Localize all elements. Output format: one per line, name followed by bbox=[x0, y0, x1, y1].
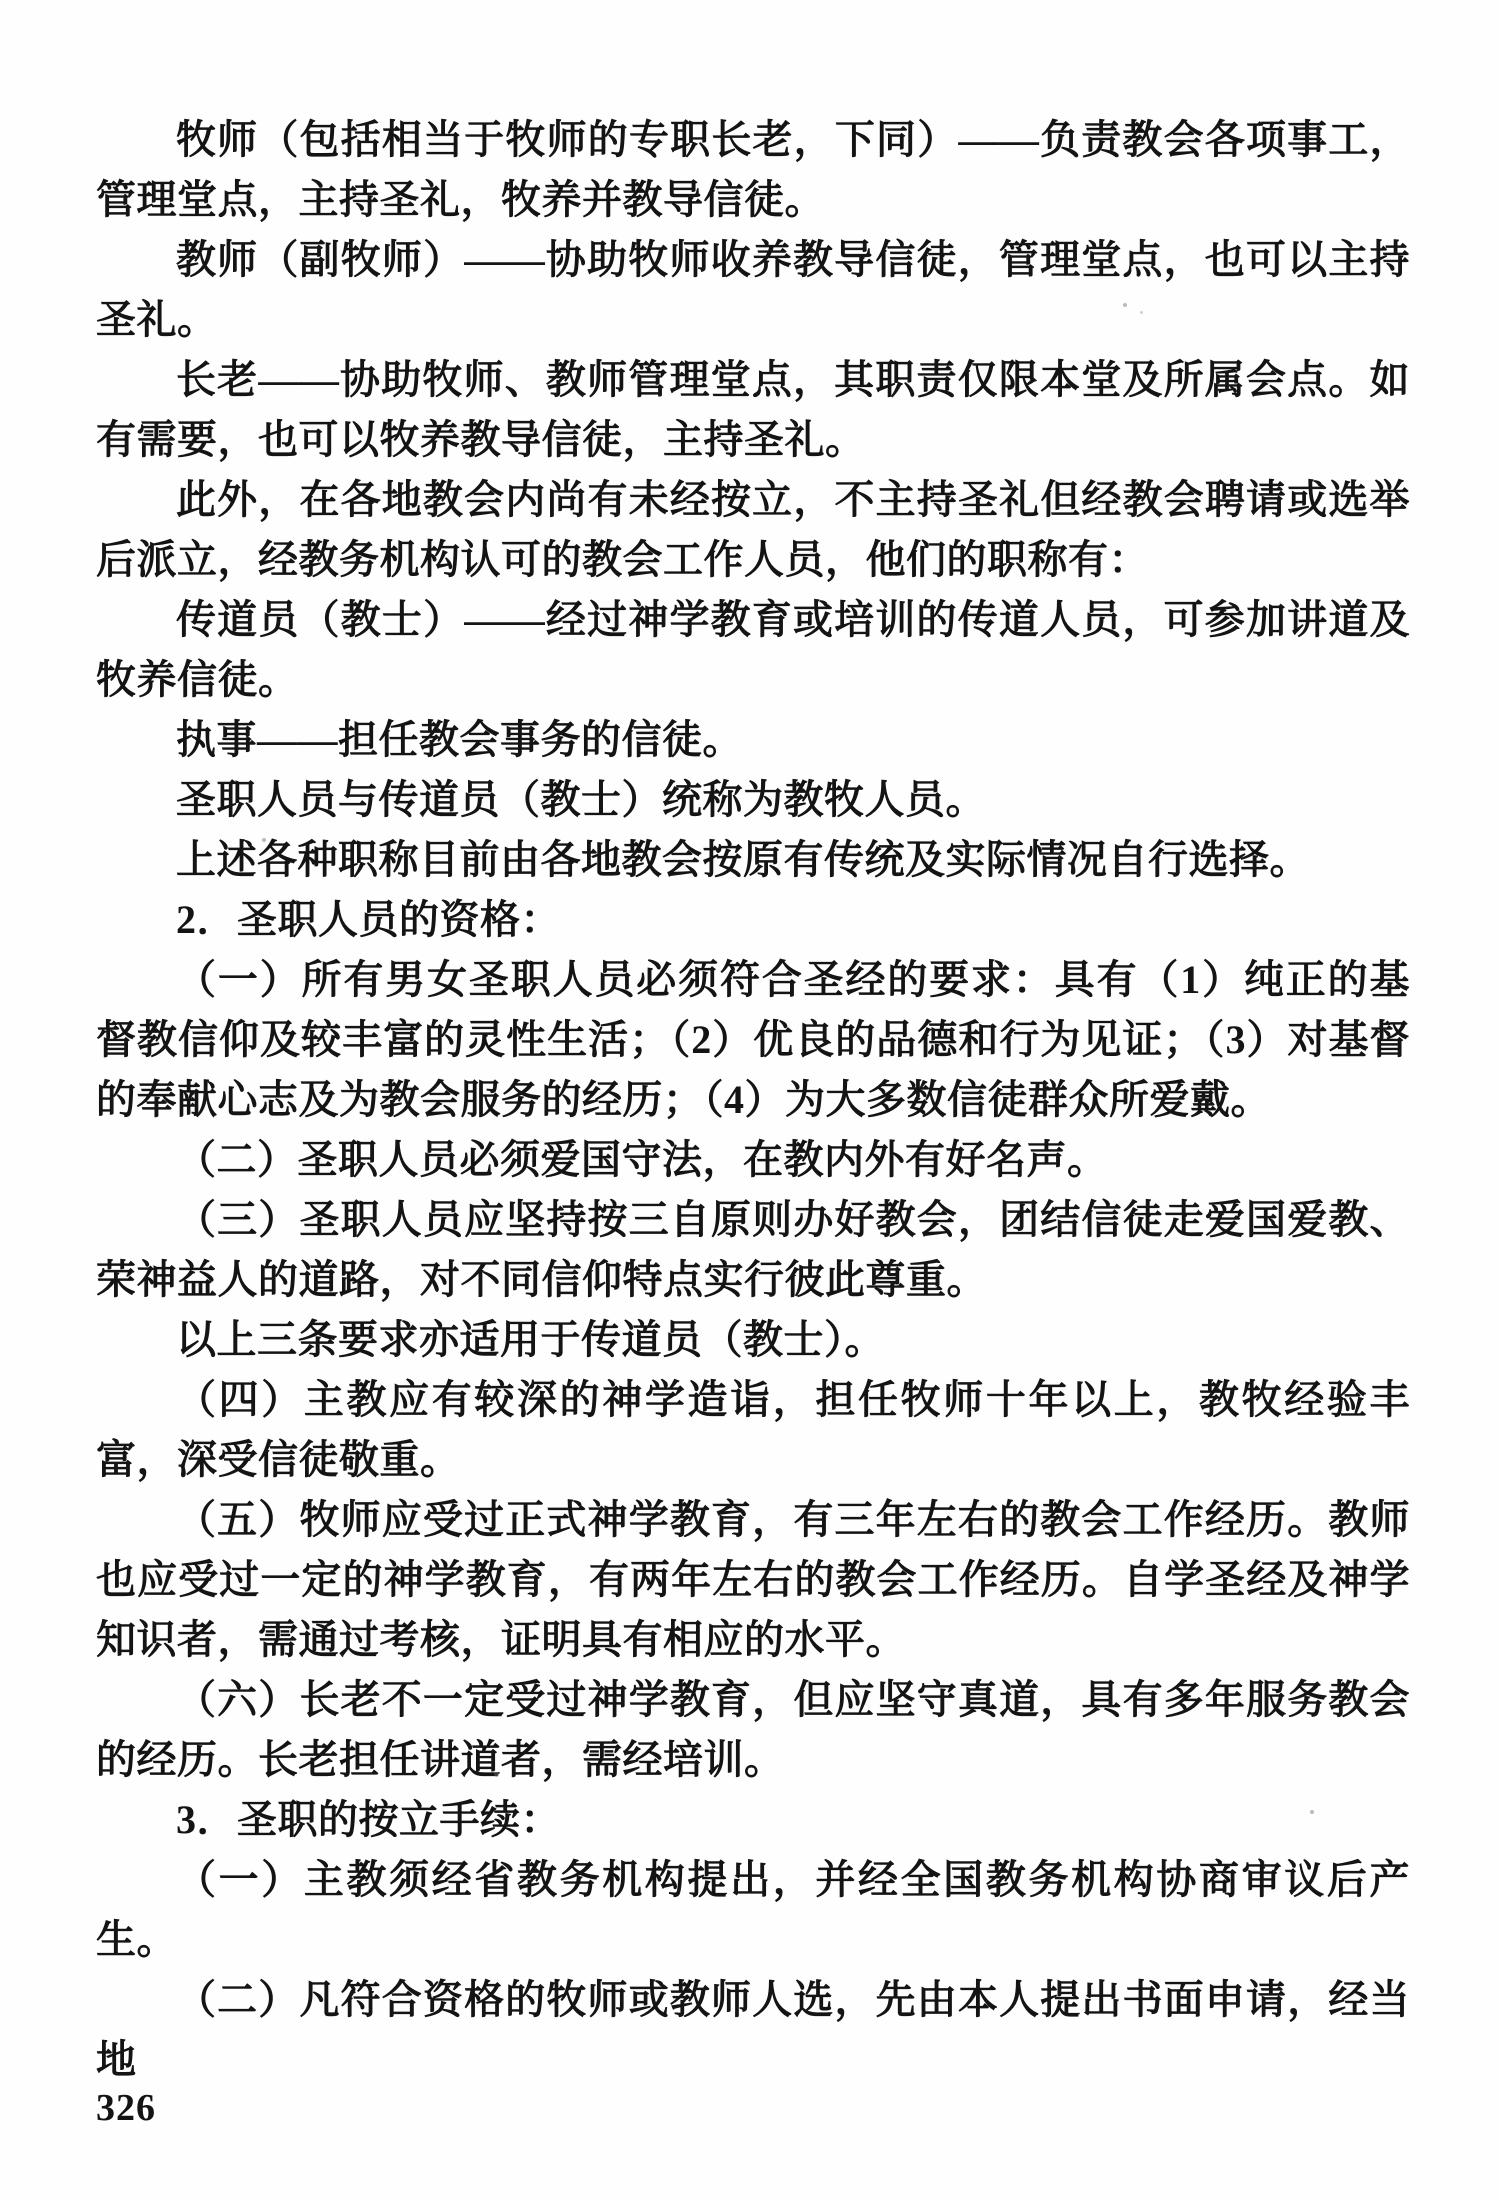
paragraph: 以上三条要求亦适用于传道员（教士）。 bbox=[176, 1317, 885, 1362]
paragraph: 传道员（教士）——经过神学教育或培训的传道人员，可参加讲道及牧养信徒。 bbox=[96, 597, 1410, 702]
paragraph: （二）圣职人员必须爱国守法，在教内外有好名声。 bbox=[176, 1137, 1108, 1182]
paragraph: （四）主教应有较深的神学造诣，担任牧师十年以上，教牧经验丰富，深受信徒敬重。 bbox=[96, 1377, 1410, 1482]
paragraph: 教师（副牧师）——协助牧师收养教导信徒，管理堂点，也可以主持圣礼。 bbox=[96, 237, 1410, 342]
page-number: 326 bbox=[96, 2087, 156, 2129]
paragraph: 牧师（包括相当于牧师的专职长老，下同）——负责教会各项事工，管理堂点，主持圣礼，牧养并教导信徒。 bbox=[96, 117, 1410, 222]
paragraph: （一）所有男女圣职人员必须符合圣经的要求：具有（1）纯正的基督教信仰及较丰富的灵性生活；（2）优良的品德和行为见证；（3）对基督的奉献心志及为教会服务的经历；（4）为大多数信徒群众所爱戴。 bbox=[96, 957, 1410, 1122]
paragraph: 上述各种职称目前由各地教会按原有传统及实际情况自行选择。 bbox=[176, 837, 1310, 882]
paragraph: （五）牧师应受过正式神学教育，有三年左右的教会工作经历。教师也应受过一定的神学教育，有两年左右的教会工作经历。自学圣经及神学知识者，需通过考核，证明具有相应的水平。 bbox=[96, 1497, 1410, 1662]
paragraph: 此外，在各地教会内尚有未经按立，不主持圣礼但经教会聘请或选举后派立，经教务机构认可的教会工作人员，他们的职称有： bbox=[96, 477, 1410, 582]
paragraph: （一）主教须经省教务机构提出，并经全国教务机构协商审议后产生。 bbox=[96, 1857, 1410, 1962]
scan-speck bbox=[1140, 311, 1143, 314]
paragraph: 圣职人员与传道员（教士）统称为教牧人员。 bbox=[176, 777, 986, 822]
scan-speck bbox=[494, 1772, 499, 1777]
section-heading: 3．圣职的按立手续： bbox=[176, 1797, 561, 1842]
paragraph: （六）长老不一定受过神学教育，但应坚守真道，具有多年服务教会的经历。长老担任讲道者，需经培训。 bbox=[96, 1677, 1410, 1782]
document-body bbox=[96, 110, 1410, 2090]
paragraph: （三）圣职人员应坚持按三自原则办好教会，团结信徒走爱国爱教、荣神益人的道路，对不同信仰特点实行彼此尊重。 bbox=[96, 1197, 1410, 1302]
scan-speck bbox=[1310, 1810, 1314, 1814]
paragraph: （二）凡符合资格的牧师或教师人选，先由本人提出书面申请，经当地 bbox=[96, 1977, 1410, 2082]
paragraph: 执事——担任教会事务的信徒。 bbox=[176, 717, 743, 762]
paragraph: 长老——协助牧师、教师管理堂点，其职责仅限本堂及所属会点。如有需要，也可以牧养教导信徒，主持圣礼。 bbox=[96, 357, 1410, 462]
scan-speck bbox=[262, 838, 266, 842]
section-heading: 2．圣职人员的资格： bbox=[176, 897, 561, 942]
scan-speck bbox=[1123, 303, 1127, 307]
